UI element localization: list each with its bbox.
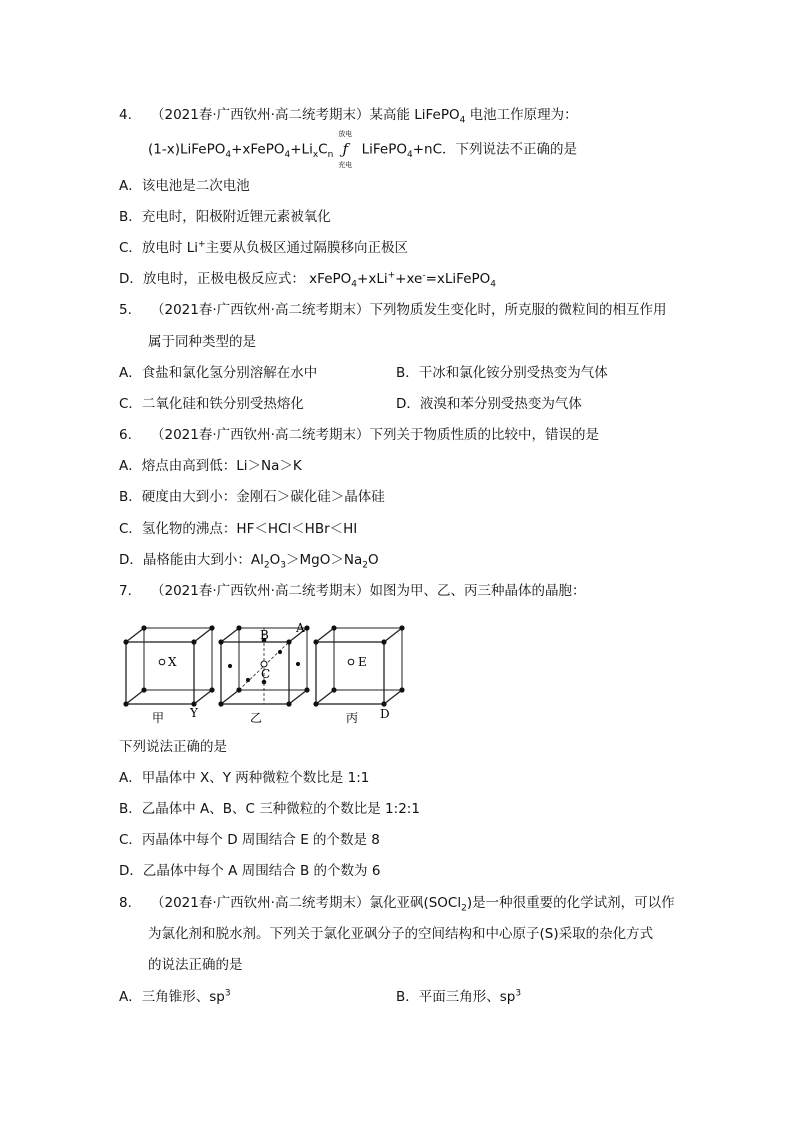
- q4-equation: $(1-x)LiFePO_4+xFePO_4+Li_xC_n$ 放电 ƒ 充电 LiFePO$_4$+nC．下列说法不正确的是: [148, 130, 578, 169]
- q8-stem-line2: 为氯化剂和脱水剂。下列关于氯化亚砜分子的空间结构和中心原子(S)采取的杂化方式: [148, 926, 654, 942]
- q7-prompt: 下列说法正确的是: [119, 739, 227, 755]
- q4-option-a: A．该电池是二次电池: [119, 178, 250, 194]
- q6-stem: （2021春·广西钦州·高二统考期末）下列关于物质性质的比较中，错误的是: [151, 427, 599, 443]
- q5-stem-line1: （2021春·广西钦州·高二统考期末）下列物质发生变化时，所克服的微粒间的相互作用: [151, 302, 667, 318]
- q8-option-a: A．三角锥形、$sp^3$: [119, 988, 231, 1005]
- q7-option-d: D．乙晶体中每个 A 周围结合 B 的个数为 6: [119, 863, 381, 879]
- q7-option-b: B．乙晶体中 A、B、C 三种微粒的个数比是 1:2:1: [119, 801, 420, 817]
- q7-number: 7.: [119, 583, 132, 599]
- q7-option-c: C．丙晶体中每个 D 周围结合 E 的个数是 8: [119, 832, 380, 848]
- q5-number: 5.: [119, 302, 132, 318]
- q4-option-b: B．充电时，阳极附近锂元素被氧化: [119, 209, 331, 225]
- q5-stem-line2: 属于同种类型的是: [148, 334, 256, 350]
- q6-number: 6.: [119, 427, 132, 443]
- label-e: E: [358, 655, 367, 669]
- caption-yi: 乙: [250, 711, 263, 725]
- q7-option-a: A．甲晶体中 X、Y 两种微粒个数比是 1:1: [119, 770, 370, 786]
- q5-option-a: A．食盐和氯化氢分别溶解在水中: [119, 365, 318, 381]
- label-d: D: [380, 707, 390, 721]
- q5-option-b: B．干冰和氯化铵分别受热变为气体: [396, 365, 608, 381]
- caption-bing: 丙: [346, 711, 359, 725]
- q4-option-d: D．放电时，正极电极反应式： xFePO$_4$+xLi++xe-=xLiFePO$_4$: [119, 270, 497, 290]
- reversible-arrow: 放电 ƒ 充电: [338, 130, 353, 169]
- label-x: X: [168, 655, 177, 669]
- q8-number: 8.: [119, 895, 132, 911]
- q6-option-a: A．熔点由高到低：Li＞Na＞K: [119, 458, 302, 474]
- q5-option-c: C．二氧化硅和铁分别受热熔化: [119, 396, 304, 412]
- q5-option-d: D．液溴和苯分别受热变为气体: [396, 396, 582, 412]
- caption-jia: 甲: [152, 711, 165, 725]
- label-a: A: [296, 621, 305, 635]
- q6-option-c: C．氢化物的沸点：HF＜HCl＜HBr＜HI: [119, 521, 358, 537]
- q6-option-d: D．晶格能由大到小：$Al_2O_3>MgO>Na_2O$: [119, 552, 379, 571]
- label-c: C: [261, 667, 271, 681]
- q8-option-b: B．平面三角形、$sp^3$: [396, 988, 522, 1005]
- label-b: B: [260, 628, 269, 642]
- q4-number: 4.: [119, 107, 132, 123]
- crystal-cells-figure: [118, 620, 408, 728]
- q4-stem: （2021春·广西钦州·高二统考期末）某高能 LiFePO$_4$ 电池工作原理为：: [151, 107, 578, 126]
- q7-stem: （2021春·广西钦州·高二统考期末）如图为甲、乙、丙三种晶体的晶胞：: [151, 583, 586, 599]
- label-y: Y: [190, 706, 198, 720]
- q6-option-b: B．硬度由大到小：金刚石＞碳化硅＞晶体硅: [119, 489, 385, 505]
- q4-option-c: C．放电时 Li+主要从负极区通过隔膜移向正极区: [119, 239, 409, 256]
- q8-stem-line3: 的说法正确的是: [148, 957, 243, 973]
- q8-stem-line1: （2021春·广西钦州·高二统考期末）氯化亚砜(SOCl$_2$)是一种很重要的化学试剂，可以作: [151, 895, 675, 914]
